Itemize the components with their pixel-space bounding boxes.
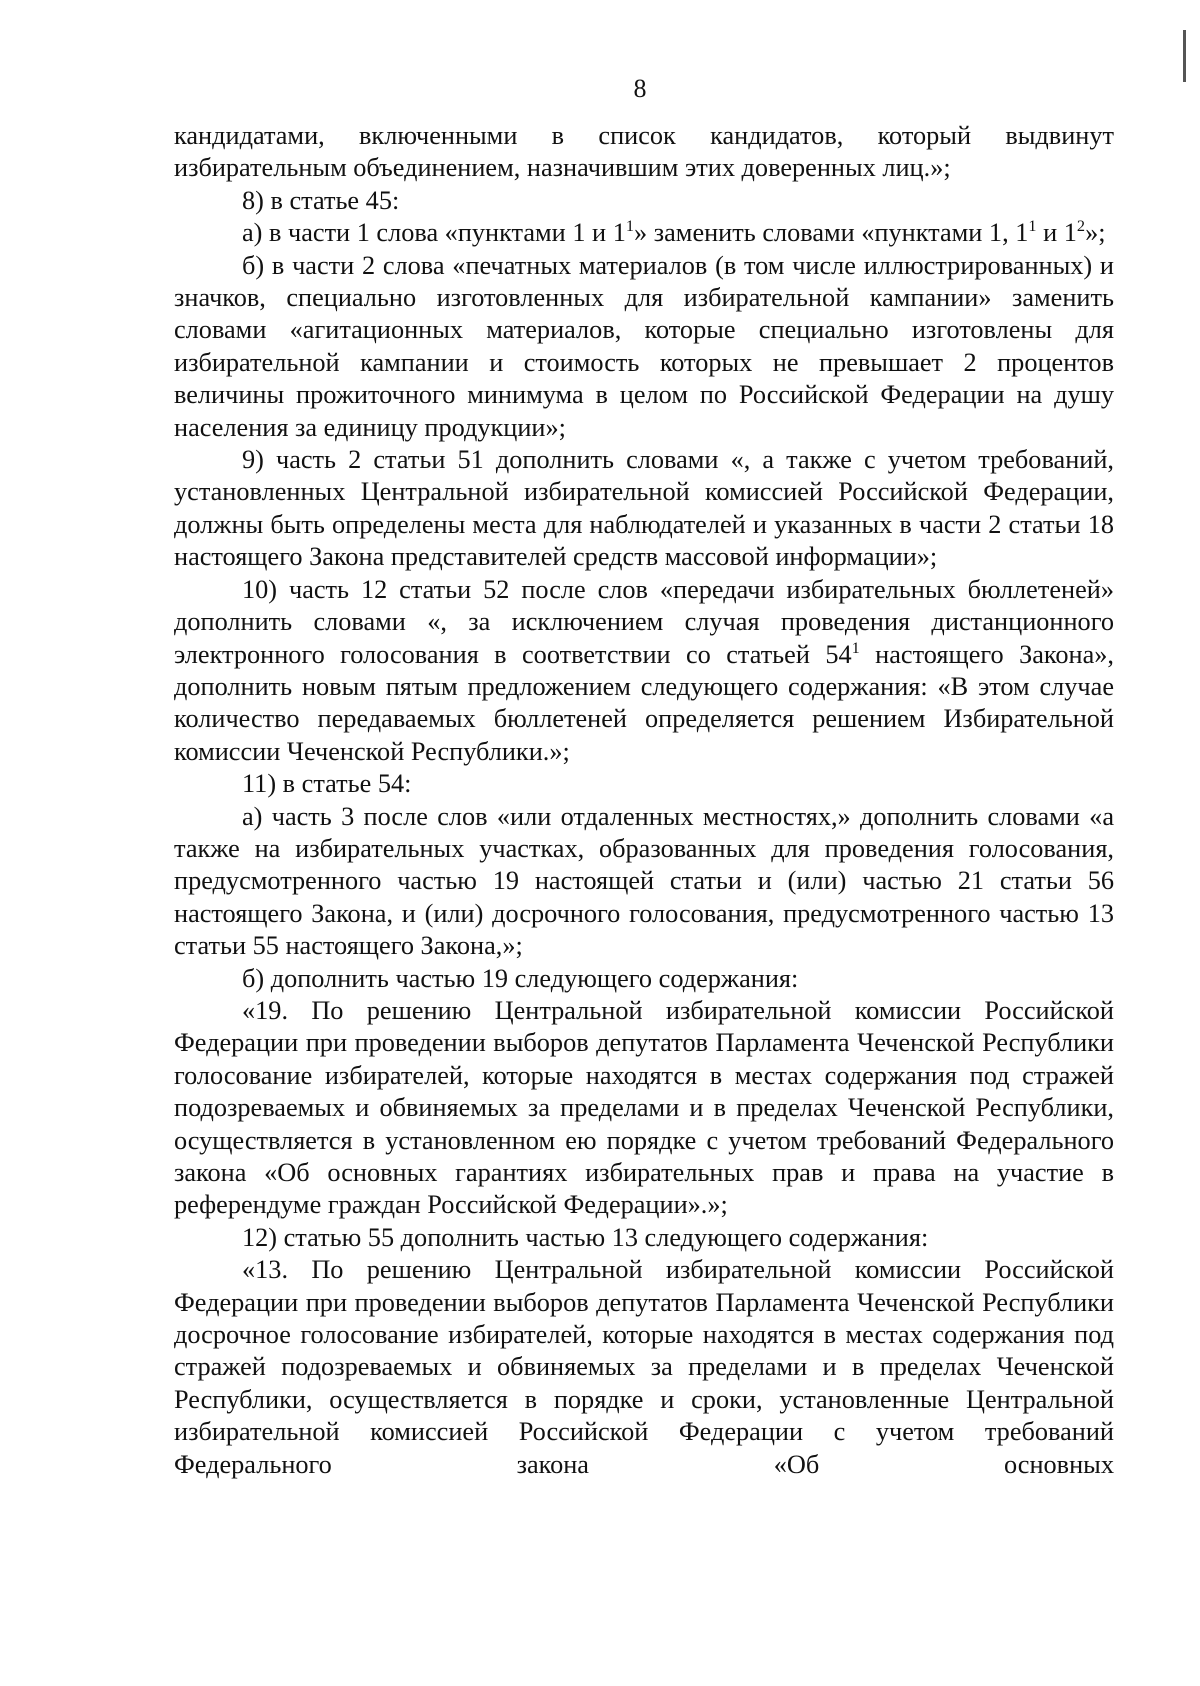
paragraph-item-10 — [174, 574, 1114, 768]
paragraph-quote-19: «19. По решению Центральной избирательной комиссии Российской Федерации при проведении выборов депутатов Парламента Чеченской Республики голосование избирателей, которые находятся в местах содержания под стражей подозреваемых и обвиняемых за пределами и в пределах Чеченской Республики, осуществляется в установленном ею порядке с учетом требований Федерального закона «Об основных гарантиях избирательных прав и права на участие в референдуме граждан Российской Федерации».»; — [174, 995, 1114, 1220]
text-run: 10) часть 12 статьи 52 после слов «передачи избирательных бюллетеней» дополнить словами «, за исключением случая проведения дистанционного электронного голосования в соответствии со статьей 54 — [174, 574, 1114, 669]
paragraph-quote-13: «13. По решению Центральной избирательной комиссии Российской Федерации при проведении выборов депутатов Парламента Чеченской Республики досрочное голосование избирателей, которые находятся в местах содержания под стражей подозреваемых и обвиняемых за пределами и в пределах Чеченской Республики, осуществляется в порядке и сроки, установленные Центральной избирательной комиссией Российской Федерации с учетом требований Федерального закона «Об основных — [174, 1255, 1114, 1479]
paragraph-item-8: 8) в статье 45: — [242, 185, 400, 215]
superscript: 1 — [625, 216, 635, 236]
paragraph-item-11: 11) в статье 54: — [242, 769, 412, 799]
document-body — [174, 120, 1114, 1481]
text-run: »; — [1085, 218, 1106, 248]
superscript: 2 — [1076, 216, 1086, 236]
paragraph-item-9: 9) часть 2 статьи 51 дополнить словами «, а также с учетом требований, установленных Центральной избирательной комиссией Российской Федерации, должны быть определены места для наблюдателей и указанных в части 2 статьи 18 настоящего Закона представителей средств массовой информации»; — [174, 445, 1114, 572]
superscript: 1 — [851, 637, 860, 657]
paragraph-continuation: кандидатами, включенными в список кандидатов, который выдвинут избирательным объединением, назначившим этих доверенных лиц.»; — [174, 121, 1114, 183]
paragraph-item-8b: б) в части 2 слова «печатных материалов (в том числе иллюстрированных) и значков, специально изготовленных для избирательной кампании» заменить словами «агитационных материалов, которые специально изготовлены для избирательной кампании и стоимость которых не превышает 2 процентов величины прожиточного минимума в целом по Российской Федерации на душу населения за единицу продукции»; — [174, 250, 1114, 442]
paragraph-item-12: 12) статью 55 дополнить частью 13 следующего содержания: — [242, 1222, 929, 1252]
text-run: а) в части 1 слова «пунктами 1 и 1 — [242, 218, 626, 248]
text-run: настоящего Закона», дополнить новым пятым предложением следующего содержания: «В этом случае количество передаваемых бюллетеней определяется решением Избирательной комиссии Чеченской Республики.»; — [174, 639, 1114, 766]
paragraph-item-8a — [174, 217, 1114, 249]
paragraph-item-11a: а) часть 3 после слов «или отдаленных местностях,» дополнить словами «а также на избирательных участках, образованных для проведения голосования, предусмотренного частью 19 настоящей статьи и (или) частью 21 статьи 56 настоящего Закона, и (или) досрочного голосования, предусмотренного частью 13 статьи 55 настоящего Закона,»; — [174, 801, 1114, 961]
paragraph-item-11b: б) дополнить частью 19 следующего содержания: — [242, 963, 799, 993]
text-run: » заменить словами «пунктами 1, 1 — [634, 218, 1029, 248]
text-run: и 1 — [1036, 218, 1077, 248]
page-number: 8 — [633, 74, 647, 103]
superscript: 1 — [1028, 216, 1037, 236]
